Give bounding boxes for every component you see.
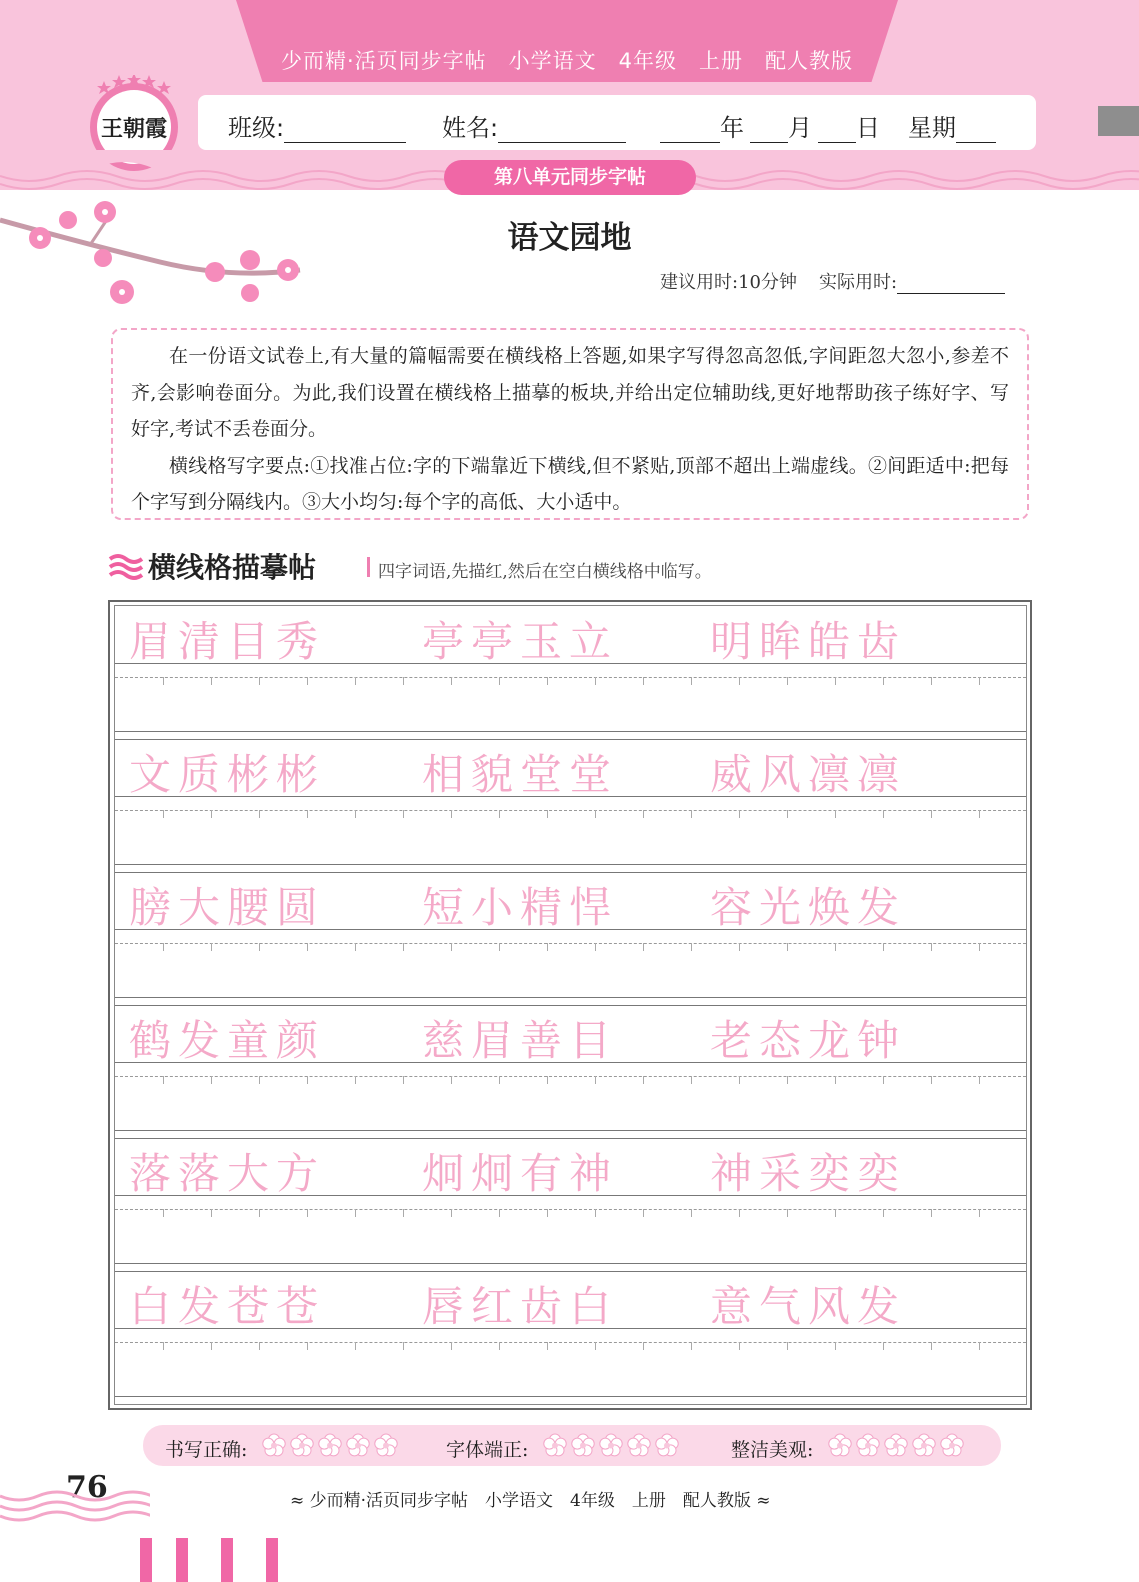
date-field[interactable] — [660, 108, 880, 143]
unit-label-pill: 第八单元同步字帖 — [444, 160, 696, 195]
trace-word: 亭亭玉立 — [422, 617, 619, 666]
top-guide-line — [115, 739, 1026, 740]
trace-word: 容光焕发 — [710, 883, 907, 932]
class-label: 班级: — [228, 114, 285, 142]
writing-baseline — [115, 1396, 1026, 1397]
trace-word: 短小精悍 — [422, 883, 619, 932]
rating-clean-label: 整洁美观: — [731, 1439, 814, 1461]
trace-word: 神采奕奕 — [710, 1149, 907, 1198]
logo-text: 王朝霞 — [100, 116, 168, 142]
weekday-label: 星期 — [908, 114, 956, 142]
intro-box — [111, 328, 1029, 520]
writing-baseline — [115, 731, 1026, 732]
trace-word: 相貌堂堂 — [422, 750, 619, 799]
page-title: 语文园地 — [507, 220, 632, 256]
blank-writing-area[interactable] — [115, 811, 1026, 864]
series-title: 少而精·活页同步字帖 小学语文 4年级 上册 配人教版 — [280, 49, 854, 73]
practice-row — [115, 1005, 1026, 1138]
top-guide-line — [115, 872, 1026, 873]
wave-lines-icon — [108, 553, 144, 581]
day-label: 日 — [856, 114, 880, 142]
month-label: 月 — [788, 114, 812, 142]
rating-correct-flowers-icon[interactable] — [260, 1432, 400, 1459]
blank-writing-area[interactable] — [115, 1343, 1026, 1396]
blank-writing-area[interactable] — [115, 1210, 1026, 1263]
intro-paragraph-2: 横线格写字要点:①找准占位:字的下端靠近下横线,但不紧贴,顶部不超出上端虚线。②间距适中:把每个字写到分隔线内。③大小均匀:每个字的高低、大小适中。 — [131, 454, 1009, 513]
practice-grid — [114, 605, 1027, 1405]
trace-word: 炯炯有神 — [422, 1149, 619, 1198]
practice-row — [115, 1271, 1026, 1404]
practice-row — [115, 739, 1026, 872]
class-field[interactable] — [228, 108, 406, 143]
rating-clean-flowers-icon[interactable] — [826, 1432, 966, 1459]
intro-paragraph-1: 在一份语文试卷上,有大量的篇幅需要在横线格上答题,如果字写得忽高忽低,字间距忽大忽小,参差不齐,会影响卷面分。为此,我们设置在横线格上描摹的板块,并给出定位辅助线,更好地帮助孩子练好字、写好字,考试不丢卷面分。 — [131, 345, 1009, 440]
section-title: 横线格描摹帖 — [148, 551, 317, 584]
practice-row — [115, 606, 1026, 739]
footer-bar — [176, 1538, 188, 1582]
footer-bar — [266, 1538, 278, 1582]
writing-baseline — [115, 1130, 1026, 1131]
trace-word: 唇红齿白 — [422, 1282, 619, 1331]
trace-word: 眉清目秀 — [129, 617, 326, 666]
suggested-time: 建议用时:10分钟 — [660, 272, 797, 293]
blank-writing-area[interactable] — [115, 1077, 1026, 1130]
trace-word: 明眸皓齿 — [710, 617, 907, 666]
footer-wave-icon — [0, 1488, 150, 1528]
trace-word: 威风凛凛 — [710, 750, 907, 799]
rating-font-flowers-icon[interactable] — [541, 1432, 681, 1459]
name-field[interactable] — [442, 108, 626, 143]
name-label: 姓名: — [442, 114, 499, 142]
trace-word: 意气风发 — [710, 1282, 907, 1331]
section-instruction: 四字词语,先描红,然后在空白横线格中临写。 — [378, 562, 712, 582]
writing-baseline — [115, 864, 1026, 865]
actual-time-label: 实际用时: — [818, 272, 898, 293]
rating-font-label: 字体端正: — [446, 1439, 529, 1461]
section-divider — [367, 557, 370, 577]
weekday-field[interactable] — [908, 108, 996, 143]
footer-title: ≈ 少而精·活页同步字帖 小学语文 4年级 上册 配人教版 ≈ — [290, 1491, 771, 1511]
time-line — [660, 268, 1005, 294]
trace-word: 膀大腰圆 — [129, 883, 326, 932]
trace-word: 鹤发童颜 — [129, 1016, 326, 1065]
trace-word: 落落大方 — [129, 1149, 326, 1198]
top-guide-line — [115, 1005, 1026, 1006]
footer-bar — [140, 1538, 152, 1582]
trace-word: 慈眉善目 — [422, 1016, 619, 1065]
practice-row — [115, 872, 1026, 1005]
footer-bar — [221, 1538, 233, 1582]
writing-baseline — [115, 997, 1026, 998]
trace-word: 白发苍苍 — [129, 1282, 326, 1331]
page-number: 76 — [66, 1470, 108, 1505]
trace-word: 老态龙钟 — [710, 1016, 907, 1065]
page-edge-tab — [1098, 106, 1139, 136]
top-guide-line — [115, 1271, 1026, 1272]
writing-baseline — [115, 1263, 1026, 1264]
blank-writing-area[interactable] — [115, 678, 1026, 731]
rating-correct-label: 书写正确: — [165, 1439, 248, 1461]
trace-word: 文质彬彬 — [129, 750, 326, 799]
blank-writing-area[interactable] — [115, 944, 1026, 997]
year-label: 年 — [720, 114, 744, 142]
actual-time-input[interactable] — [897, 273, 1005, 294]
rating-bar — [143, 1425, 1001, 1466]
top-guide-line — [115, 1138, 1026, 1139]
practice-row — [115, 1138, 1026, 1271]
